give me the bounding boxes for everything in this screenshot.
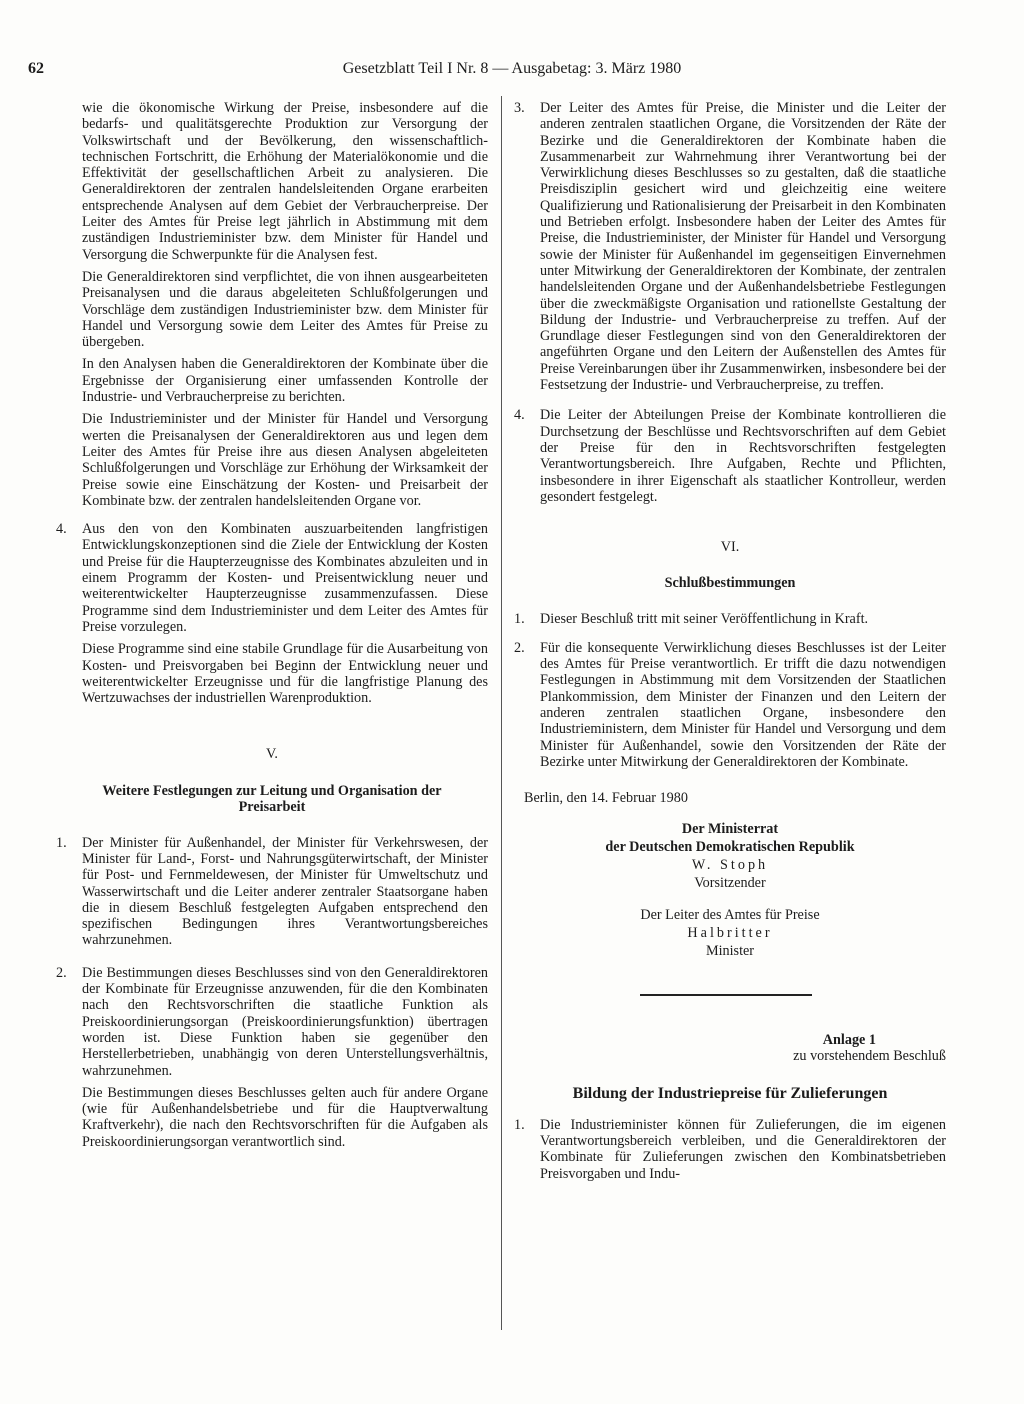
- item-number: 2.: [56, 964, 67, 981]
- section-title: Weitere Festlegungen zur Leitung und Organisation der Preisarbeit: [102, 782, 442, 815]
- continued-item-3: [56, 100, 488, 509]
- paragraph: Aus den von den Kombinaten auszuarbeitenden langfristigen Entwicklungskonzeptionen sind die Ziele der Entwicklung der Kosten und Preise für die Haupterzeugnisse des Kombinates abzuleiten und in einem Programm der Kosten- und Preisentwicklung neuer und weiterentwickelter Haupterzeugnisse zusammenzufassen. Diese Programme sind dem Industrieminister und dem Leiter des Amtes für Preise vorzulegen.: [82, 521, 488, 635]
- item-number: 4.: [514, 407, 525, 424]
- paragraph: Die Leiter der Abteilungen Preise der Kombinate kontrollieren die Durchsetzung der Beschlüsse und Rechtsvorschriften auf dem Gebiet der Preise für den in Rechtsvorschriften festgelegten Verantwortungsbereich. Ihre Aufgaben, Rechte und Pflichten, insbesondere in ihrer Eigenschaft als staatlicher Kontrolleur, werden gesondert festgelegt.: [540, 407, 946, 505]
- list-item: [514, 1117, 946, 1188]
- annex-title: Bildung der Industriepreise für Zulieferungen: [572, 1085, 888, 1103]
- column-divider: [501, 96, 502, 1330]
- running-head: Gesetzblatt Teil I Nr. 8 — Ausgabetag: 3. März 1980: [342, 60, 682, 77]
- paragraph: Für die konsequente Verwirklichung dieses Beschlusses ist der Leiter des Amtes für Preise verantwortlich. Er trifft die dazu notwendigen Festlegungen in Abstimmung mit dem Vorsitzenden der Staatlichen Plankommission, dem Minister der Finanzen und den Leitern der anderen zentralen staatlichen Organe, insbesondere den Industrieministern, dem Minister für Handel und Versorgung und dem Minister für Außenhandel, sowie den Vorsitzenden der Räte der Bezirke unter Mitwirkung der Generaldirektoren der Kombinate.: [540, 639, 946, 770]
- list-item: [514, 611, 946, 633]
- page-number: 62: [28, 60, 44, 77]
- right-column: [514, 100, 946, 1194]
- signatory-organ: Der Ministerrat: [681, 821, 779, 838]
- paragraph: Die Industrieminister und der Minister für Handel und Versorgung werten die Preisanalysen der Generaldirektoren aus und legen dem Leiter des Amtes für Preise ihre aus diesen Analysen abgeleiteten Schlußfolgerungen und Vorschläge zur Erhöhung der Wirksamkeit der Preise sowie eine Einschätzung der Kosten- und Preisarbeit der Kombinate bzw. der zentralen handelsleitenden Organe vor.: [82, 411, 488, 509]
- paragraph: Die Bestimmungen dieses Beschlusses gelten auch für andere Organe (wie für Außenhandelsbetriebe und für die Hauptverwaltung Kraftverkehr), die nach den Rechtsvorschriften für die Aufgaben als Preiskoordinierungsorgan verantwortlich sind.: [82, 1084, 488, 1150]
- paragraph: Die Generaldirektoren sind verpflichtet, die von ihnen ausgearbeiteten Preisanalysen und die daraus abgeleiteten Schlußfolgerungen und Vorschläge dem zuständigen Industrieminister bzw. dem Minister für Handel und Versorgung sowie dem Leiter des Amtes für Preise zu übergeben.: [82, 268, 488, 351]
- signatory-organ: der Deutschen Demokratischen Republik: [605, 839, 855, 856]
- item-number: 1.: [56, 834, 67, 851]
- signature-block: [514, 820, 946, 960]
- annex-label: Anlage 1: [822, 1031, 876, 1048]
- signatory-role: Minister: [705, 943, 755, 960]
- page-header: [28, 60, 996, 82]
- paragraph: Die Bestimmungen dieses Beschlusses sind von den Generaldirektoren der Kombinate für Erzeugnisse anzuwenden, für die den Kombinaten nach den Rechtsvorschriften die staatliche Funktion als Preiskoordinierungsorgan (Preiskoordinierungsfunktion) übertragen worden ist. Diese Funktion haben sie gegenüber den Herstellerbetrieben, unabhängig von deren Unterstellungsverhältnis, wahrzunehmen.: [82, 964, 488, 1079]
- section-number: V.: [266, 746, 278, 763]
- list-item: [56, 521, 488, 712]
- paragraph: Dieser Beschluß tritt mit seiner Veröffentlichung in Kraft.: [540, 611, 869, 628]
- item-number: 1.: [514, 1116, 525, 1133]
- list-item: [514, 407, 946, 511]
- section-number: VI.: [720, 539, 740, 556]
- paragraph: Der Minister für Außenhandel, der Minister für Verkehrswesen, der Minister für Land-, Forst- und Nahrungsgüterwirtschaft, der Minister für Post- und Fernmeldewesen, der Minister für Umweltschutz und Wasserwirtschaft und die Leiter anderer zentraler Staatsorgane haben die in diesem Beschluß festgelegten Aufgaben entsprechend den spezifischen Bedingungen ihres Verantwortungsbereiches wahrzunehmen.: [82, 834, 488, 949]
- paragraph: In den Analysen haben die Generaldirektoren der Kombinate über die Ergebnisse der Organisierung einer umfassenden Kontrolle der Industrie- und Verbraucherpreise zu berichten.: [82, 356, 488, 406]
- separator-rule: [640, 994, 812, 996]
- signatory-name: W. Stoph: [691, 857, 769, 874]
- item-number: 1.: [514, 611, 525, 628]
- paragraph: Die Industrieminister können für Zulieferungen, die im eigenen Verantwortungsbereich verbleiben, und die Generaldirektoren der Kombinate für Zulieferungen zwischen den Kombinatsbetrieben Preisvorgaben und Indu-: [540, 1116, 946, 1182]
- signatory-role: Vorsitzender: [694, 875, 766, 892]
- paragraph: Diese Programme sind eine stabile Grundlage für die Ausarbeitung von Kosten- und Preisvorgaben bei Beginn der Entwicklung neuer und weiterentwickelter Erzeugnisse und für die langfristige Planung des Wertzuwachses der industriellen Warenproduktion.: [82, 641, 488, 707]
- list-item: [56, 965, 488, 1156]
- list-item: [514, 100, 946, 399]
- annex-reference: zu vorstehendem Beschluß: [793, 1048, 946, 1065]
- paragraph: wie die ökonomische Wirkung der Preise, insbesondere auf die bedarfs- und qualitätsgerechte Produktion zur Versorgung der Volkswirtschaft und der Bevölkerung, den wissenschaftlich-technischen Fortschritt, die Erhöhung der Materialökonomie und die Effektivität der gesellschaftlichen Arbeit zu analysieren. Die Generaldirektoren der zentralen handelsleitenden Organe erarbeiten entsprechende Analysen auf dem Gebiet der Verbraucherpreise. Der Leiter des Amtes für Preise legt jährlich in Abstimmung mit dem zuständigen Industrieminister bzw. dem Minister für Handel und Versorgung die Schwerpunkte für die Analysen fest.: [82, 100, 488, 263]
- item-number: 2.: [514, 639, 525, 656]
- signatory-name: Halbritter: [687, 925, 773, 942]
- list-item: [56, 835, 488, 955]
- signatory-organ: Der Leiter des Amtes für Preise: [640, 907, 820, 924]
- left-column: [56, 100, 488, 1162]
- section-title: Schlußbestimmungen: [664, 575, 796, 592]
- item-number: 4.: [56, 521, 67, 538]
- list-item: [514, 640, 946, 776]
- paragraph: Der Leiter des Amtes für Preise, die Minister und die Leiter der anderen zentralen staatlichen Organe, die Vorsitzenden der Räte der Bezirke und die Generaldirektoren der Kombinate haben die Zusammenarbeit zur Wahrnehmung ihrer Verantwortung bei der Verwirklichung dieses Beschlusses so zu gestalten, daß die staatliche Preisdisziplin gesichert wird und gleichzeitig eine weitere Qualifizierung und Rationalisierung der Preisarbeit in den Kombinaten und Betrieben erfolgt. Insbesondere haben der Leiter des Amtes für Preise, die Industrieminister, der Minister für Handel und Versorgung sowie der Minister für Außenhandel im gegenseitigen Einvernehmen unter Mitwirkung der Generaldirektoren der Kombinate, der zentralen handelsleitenden Organe und der Außenhandelsbetriebe Festlegungen über die zweckmäßigste Organisation und rationellste Gestaltung der Bildung der Industrie- und Verbraucherpreise zu treffen. Auf der Grundlage dieser Festlegungen sind von den Generaldirektoren der angeführten Organe und den Leitern der Außenstellen des Amtes für Preise Vereinbarungen über ihr Zusammenwirken, insbesondere bei der Festsetzung der Industrie- und Verbraucherpreise, zu treffen.: [540, 100, 946, 394]
- item-number: 3.: [514, 100, 525, 116]
- place-date: Berlin, den 14. Februar 1980: [524, 790, 688, 807]
